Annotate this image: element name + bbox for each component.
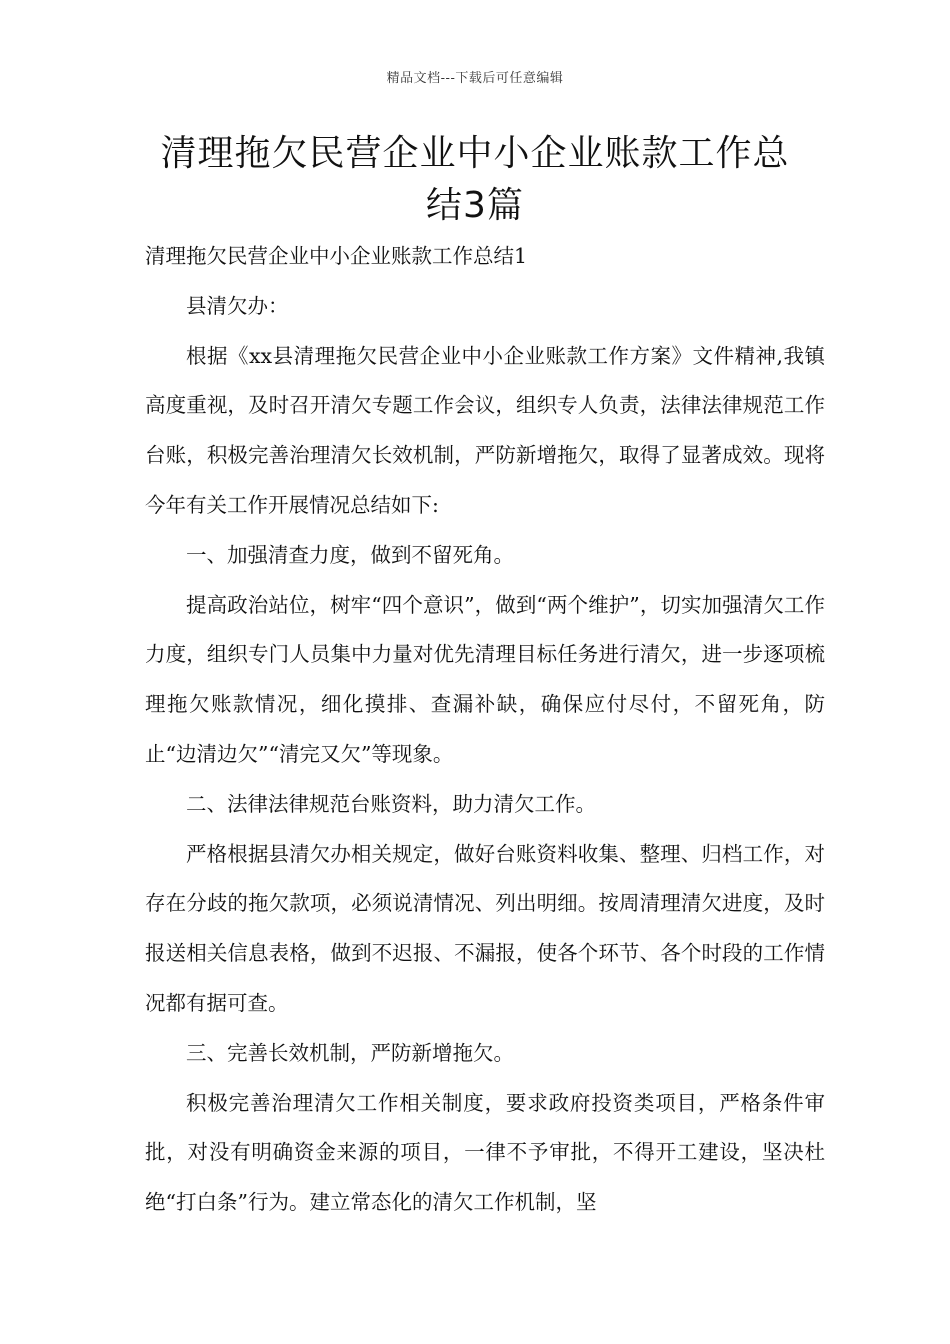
heading-1: 一、加强清查力度，做到不留死角。 [186, 542, 514, 567]
title-line-2: 结3篇 [426, 185, 524, 226]
paragraph-3: 积极完善治理清欠工作相关制度，要求政府投资类项目，严格条件审批，对没有明确资金来源的项目，一律不予审批，不得开工建设，坚决杜绝“打白条”行为。建立常态化的清欠工作机制，坚 [145, 1090, 825, 1215]
paragraph-1: 提高政治站位，树牢“四个意识”，做到“两个维护”，切实加强清欠工作力度，组织专门人员集中力量对优先清理目标任务进行清欠，进一步逐项梳理拖欠账款情况，细化摸排、查漏补缺，确保应付尽付，不留死角，防止“边清边欠”“清完又欠”等现象。 [145, 592, 825, 766]
document-title [110, 128, 840, 232]
paragraph-2: 严格根据县清欠办相关规定，做好台账资料收集、整理、归档工作，对存在分歧的拖欠款项，必须说清情况、列出明细。按周清理清欠进度，及时报送相关信息表格，做到不迟报、不漏报，使各个环节、各个时段的工作情况都有据可查。 [145, 841, 825, 1015]
section-subtitle: 清理拖欠民营企业中小企业账款工作总结1 [145, 244, 528, 268]
heading-3: 三、完善长效机制，严防新增拖欠。 [186, 1040, 514, 1065]
heading-2: 二、法律法律规范台账资料，助力清欠工作。 [186, 791, 596, 816]
header-note: 精品文档---下载后可任意编辑 [386, 71, 564, 86]
document-body [145, 232, 825, 1228]
salutation: 县清欠办： [186, 293, 289, 318]
title-line-1: 清理拖欠民营企业中小企业账款工作总 [160, 133, 790, 174]
intro-paragraph: 根据《xx县清理拖欠民营企业中小企业账款工作方案》文件精神,我镇高度重视，及时召开清欠专题工作会议，组织专人负责，法律法律规范工作台账，积极完善治理清欠长效机制，严防新增拖欠，取得了显著成效。现将今年有关工作开展情况总结如下: [145, 343, 825, 517]
